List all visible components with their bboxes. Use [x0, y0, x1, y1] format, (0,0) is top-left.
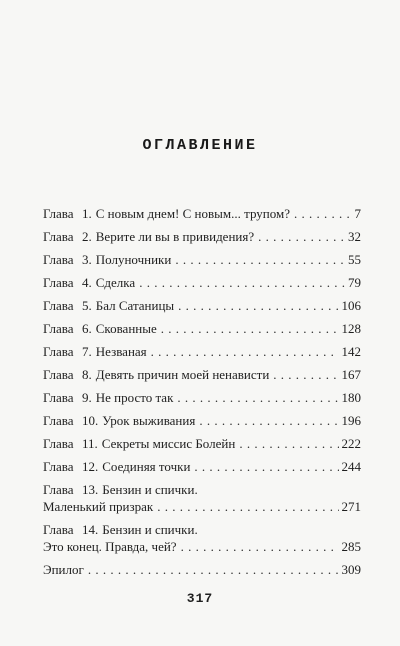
chapter-page: 285 [341, 539, 361, 554]
chapter-number: 6. [82, 321, 92, 336]
chapter-page: 142 [341, 344, 361, 359]
toc-entry [43, 561, 361, 578]
dot-leader [175, 251, 345, 268]
toc-entry-line [43, 538, 361, 555]
toc-entry [43, 412, 361, 429]
chapter-number: 2. [82, 229, 92, 244]
toc-list [43, 205, 361, 584]
chapter-page: 7 [354, 206, 361, 221]
chapter-number: 8. [82, 367, 92, 382]
dot-leader [181, 538, 339, 555]
toc-entry [43, 251, 361, 268]
chapter-title-continued: Это конец. Правда, чей? [43, 539, 177, 554]
chapter-prefix: Глава [43, 482, 74, 497]
chapter-number: 11. [82, 436, 98, 451]
chapter-page: 222 [341, 436, 361, 451]
chapter-page: 196 [341, 413, 361, 428]
dot-leader [161, 320, 339, 337]
chapter-page: 79 [348, 275, 361, 290]
dot-leader [273, 366, 338, 383]
chapter-prefix: Глава [43, 459, 74, 474]
chapter-number: 4. [82, 275, 92, 290]
dot-leader [258, 228, 345, 245]
chapter-title: Бал Сатаницы [95, 298, 175, 313]
chapter-title: Секреты миссис Болейн [101, 436, 236, 451]
dot-leader [177, 389, 338, 406]
dot-leader [239, 435, 338, 452]
chapter-number: 9. [82, 390, 92, 405]
chapter-page: 55 [348, 252, 361, 267]
chapter-title: Урок выживания [102, 413, 196, 428]
chapter-prefix: Глава [43, 344, 74, 359]
dot-leader [88, 561, 339, 578]
chapter-page: 128 [341, 321, 361, 336]
dot-leader [178, 297, 338, 314]
chapter-number: 5. [82, 298, 92, 313]
toc-entry [43, 521, 361, 555]
dot-leader [151, 343, 339, 360]
chapter-title: С новым днем! С новым... трупом? [95, 206, 290, 221]
chapter-page: 106 [341, 298, 361, 313]
dot-leader [157, 498, 338, 515]
chapter-prefix: Глава [43, 206, 74, 221]
toc-title: ОГЛАВЛЕНИЕ [142, 137, 258, 154]
toc-entry [43, 297, 361, 314]
chapter-page: 32 [348, 229, 361, 244]
chapter-prefix: Глава [43, 229, 74, 244]
dot-leader [139, 274, 345, 291]
chapter-title: Верите ли вы в привидения? [95, 229, 255, 244]
chapter-number: 10. [82, 413, 99, 428]
chapter-title: Полуночники [95, 252, 172, 267]
chapter-title: Эпилог [43, 562, 84, 577]
toc-entry [43, 481, 361, 515]
toc-entry-line [43, 521, 361, 538]
chapter-title: Бензин и спички. [102, 482, 198, 497]
chapter-number: 3. [82, 252, 92, 267]
toc-entry [43, 274, 361, 291]
dot-leader [194, 458, 338, 475]
chapter-title: Бензин и спички. [102, 522, 198, 537]
chapter-title-continued: Маленький призрак [43, 499, 154, 514]
chapter-page: 167 [341, 367, 361, 382]
toc-entry [43, 458, 361, 475]
chapter-title: Сделка [95, 275, 136, 290]
chapter-page: 271 [341, 499, 361, 514]
page-number: 317 [186, 591, 214, 606]
chapter-number: 12. [82, 459, 99, 474]
chapter-title: Не просто так [95, 390, 174, 405]
chapter-prefix: Глава [43, 298, 74, 313]
chapter-prefix: Глава [43, 522, 74, 537]
toc-entry-line [43, 498, 361, 515]
chapter-title: Девять причин моей ненависти [95, 367, 270, 382]
toc-entry [43, 228, 361, 245]
chapter-number: 1. [82, 206, 92, 221]
chapter-number: 13. [82, 482, 99, 497]
chapter-number: 7. [82, 344, 92, 359]
chapter-title: Соединяя точки [102, 459, 191, 474]
toc-entry [43, 435, 361, 452]
toc-entry [43, 320, 361, 337]
chapter-prefix: Глава [43, 390, 74, 405]
chapter-title: Незваная [95, 344, 147, 359]
chapter-prefix: Глава [43, 436, 74, 451]
chapter-page: 244 [341, 459, 361, 474]
chapter-prefix: Глава [43, 413, 74, 428]
chapter-number: 14. [82, 522, 99, 537]
toc-entry [43, 366, 361, 383]
chapter-page: 309 [341, 562, 361, 577]
chapter-prefix: Глава [43, 367, 74, 382]
toc-entry [43, 205, 361, 222]
chapter-page: 180 [341, 390, 361, 405]
toc-entry-line [43, 481, 361, 498]
dot-leader [199, 412, 338, 429]
toc-entry [43, 343, 361, 360]
chapter-prefix: Глава [43, 275, 74, 290]
chapter-title: Скованные [95, 321, 157, 336]
chapter-prefix: Глава [43, 252, 74, 267]
chapter-prefix: Глава [43, 321, 74, 336]
dot-leader [294, 205, 352, 222]
toc-entry [43, 389, 361, 406]
